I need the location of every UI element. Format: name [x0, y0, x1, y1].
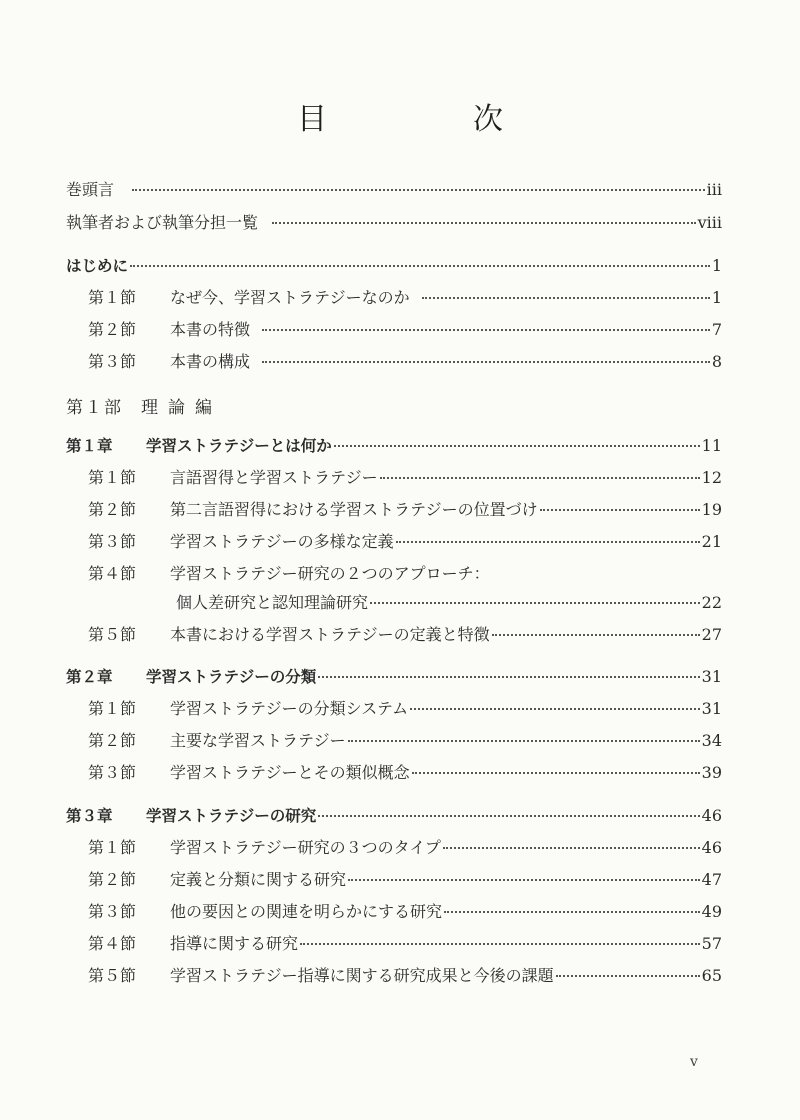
chapter-number: 第１章	[66, 437, 113, 455]
page-title: 目 次	[297, 102, 561, 137]
section-number: 第３節	[88, 902, 137, 921]
toc-entry-section[interactable]	[88, 868, 722, 892]
dot-leader	[422, 297, 710, 299]
dot-leader	[348, 740, 700, 742]
dot-leader	[318, 815, 699, 817]
section-title: 本書の構成	[170, 352, 251, 371]
section-number: 第４節	[88, 934, 137, 953]
part-name: 理論編	[141, 398, 222, 418]
toc-entry-section[interactable]	[88, 350, 722, 374]
dot-leader	[272, 222, 696, 224]
section-title: 学習ストラテジーの分類システム	[170, 699, 409, 718]
chapter-title: 学習ストラテジーとは何か	[146, 437, 332, 455]
section-number: 第１節	[88, 468, 137, 487]
toc-entry-front-1[interactable]	[66, 178, 722, 202]
dot-leader	[132, 189, 705, 191]
toc-page-number: 11	[701, 436, 722, 455]
toc-page-number: 65	[701, 966, 722, 985]
dot-leader	[262, 329, 710, 331]
dot-leader	[396, 541, 700, 543]
toc-entry-section[interactable]	[88, 836, 722, 860]
section-number: 第２節	[88, 320, 137, 339]
toc-entry-chapter-2[interactable]	[66, 665, 722, 689]
toc-page-number: 49	[701, 902, 722, 921]
toc-entry-intro[interactable]	[66, 254, 722, 278]
section-number: 第４節	[88, 564, 137, 583]
dot-leader	[492, 634, 700, 636]
toc-page-number: 1	[711, 288, 722, 307]
part-number: 第１部	[66, 398, 123, 418]
dot-leader	[334, 445, 700, 447]
toc-page-number: 46	[701, 838, 722, 857]
toc-page-number: 31	[701, 699, 722, 718]
part-heading	[66, 396, 222, 420]
section-title: 本書における学習ストラテジーの定義と特徴	[170, 625, 490, 644]
section-title: 言語習得と学習ストラテジー	[170, 468, 378, 487]
dot-leader	[370, 602, 700, 604]
section-title: 他の要因との関連を明らかにする研究	[170, 902, 443, 921]
toc-entry-section[interactable]	[88, 498, 722, 522]
dot-leader	[348, 879, 700, 881]
section-title: 第二言語習得における学習ストラテジーの位置づけ	[170, 500, 538, 519]
toc-entry-section-continuation[interactable]	[176, 591, 722, 615]
toc-page-number: 31	[701, 667, 722, 686]
page-number: v	[690, 1054, 698, 1070]
toc-entry-front-2[interactable]	[66, 211, 722, 235]
section-number: 第１節	[88, 288, 137, 307]
toc-entry-section[interactable]	[88, 623, 722, 647]
toc-page-number: 46	[701, 806, 722, 825]
dot-leader	[556, 975, 700, 977]
section-number: 第１節	[88, 699, 137, 718]
toc-page-number: 47	[701, 870, 722, 889]
toc-entry-section[interactable]	[88, 562, 722, 586]
dot-leader	[444, 911, 700, 913]
section-title: 学習ストラテジー研究の２つのアプローチ：	[170, 564, 490, 583]
section-title: なぜ今、学習ストラテジーなのか	[170, 288, 410, 307]
dot-leader	[318, 676, 699, 678]
section-number: 第３節	[88, 763, 137, 782]
toc-page-number: 57	[701, 934, 722, 953]
toc-page-number: 12	[701, 468, 722, 487]
section-number: 第５節	[88, 625, 137, 644]
toc-page-number: 22	[701, 593, 722, 612]
section-title: 主要な学習ストラテジー	[170, 731, 346, 750]
dot-leader	[412, 772, 700, 774]
section-title-continuation: 個人差研究と認知理論研究	[176, 593, 369, 612]
section-title: 学習ストラテジーの多様な定義	[170, 532, 394, 551]
section-title: 定義と分類に関する研究	[170, 870, 347, 889]
toc-entry-chapter-3[interactable]	[66, 804, 722, 828]
section-number: 第２節	[88, 731, 137, 750]
section-number: 第５節	[88, 966, 137, 985]
toc-entry-section[interactable]	[88, 318, 722, 342]
section-title: 学習ストラテジーとその類似概念	[170, 763, 410, 782]
toc-page-number: viii	[697, 213, 722, 232]
chapter-title: 学習ストラテジーの研究	[146, 807, 317, 825]
dot-leader	[540, 509, 700, 511]
toc-entry-section[interactable]	[88, 286, 722, 310]
chapter-number: 第３章	[66, 807, 113, 825]
toc-entry-chapter-1[interactable]	[66, 434, 722, 458]
section-number: 第３節	[88, 532, 137, 551]
toc-entry-section[interactable]	[88, 729, 722, 753]
toc-entry-section[interactable]	[88, 466, 722, 490]
dot-leader	[410, 708, 700, 710]
toc-page-number: 39	[701, 763, 722, 782]
section-number: 第１節	[88, 838, 137, 857]
chapter-number: 第２章	[66, 668, 113, 686]
toc-entry-section[interactable]	[88, 900, 722, 924]
toc-entry-section[interactable]	[88, 964, 722, 988]
toc-entry-title: はじめに	[66, 257, 129, 275]
toc-entry-section[interactable]	[88, 932, 722, 956]
section-title: 指導に関する研究	[170, 934, 299, 953]
toc-entry-title: 執筆者および執筆分担一覧	[66, 213, 259, 232]
toc-page-number: 21	[701, 532, 722, 551]
toc-page-number: iii	[706, 180, 722, 199]
dot-leader	[443, 847, 700, 849]
section-number: 第２節	[88, 500, 137, 519]
toc-entry-section[interactable]	[88, 761, 722, 785]
dot-leader	[380, 477, 700, 479]
toc-page-number: 8	[711, 352, 722, 371]
section-title: 本書の特徴	[170, 320, 251, 339]
dot-leader	[300, 943, 700, 945]
toc-page-number: 1	[711, 256, 722, 275]
section-number: 第２節	[88, 870, 137, 889]
toc-page-number: 27	[701, 625, 722, 644]
chapter-title: 学習ストラテジーの分類	[146, 668, 317, 686]
section-number: 第３節	[88, 352, 137, 371]
toc-entry-title: 巻頭言	[66, 180, 115, 199]
toc-page-number: 7	[711, 320, 722, 339]
toc-entry-section[interactable]	[88, 530, 722, 554]
dot-leader	[130, 265, 710, 267]
toc-page-number: 34	[701, 731, 722, 750]
dot-leader	[262, 361, 710, 363]
toc-page-number: 19	[701, 500, 722, 519]
section-title: 学習ストラテジー研究の３つのタイプ	[170, 838, 441, 857]
section-title: 学習ストラテジー指導に関する研究成果と今後の課題	[170, 966, 554, 985]
toc-entry-section[interactable]	[88, 697, 722, 721]
